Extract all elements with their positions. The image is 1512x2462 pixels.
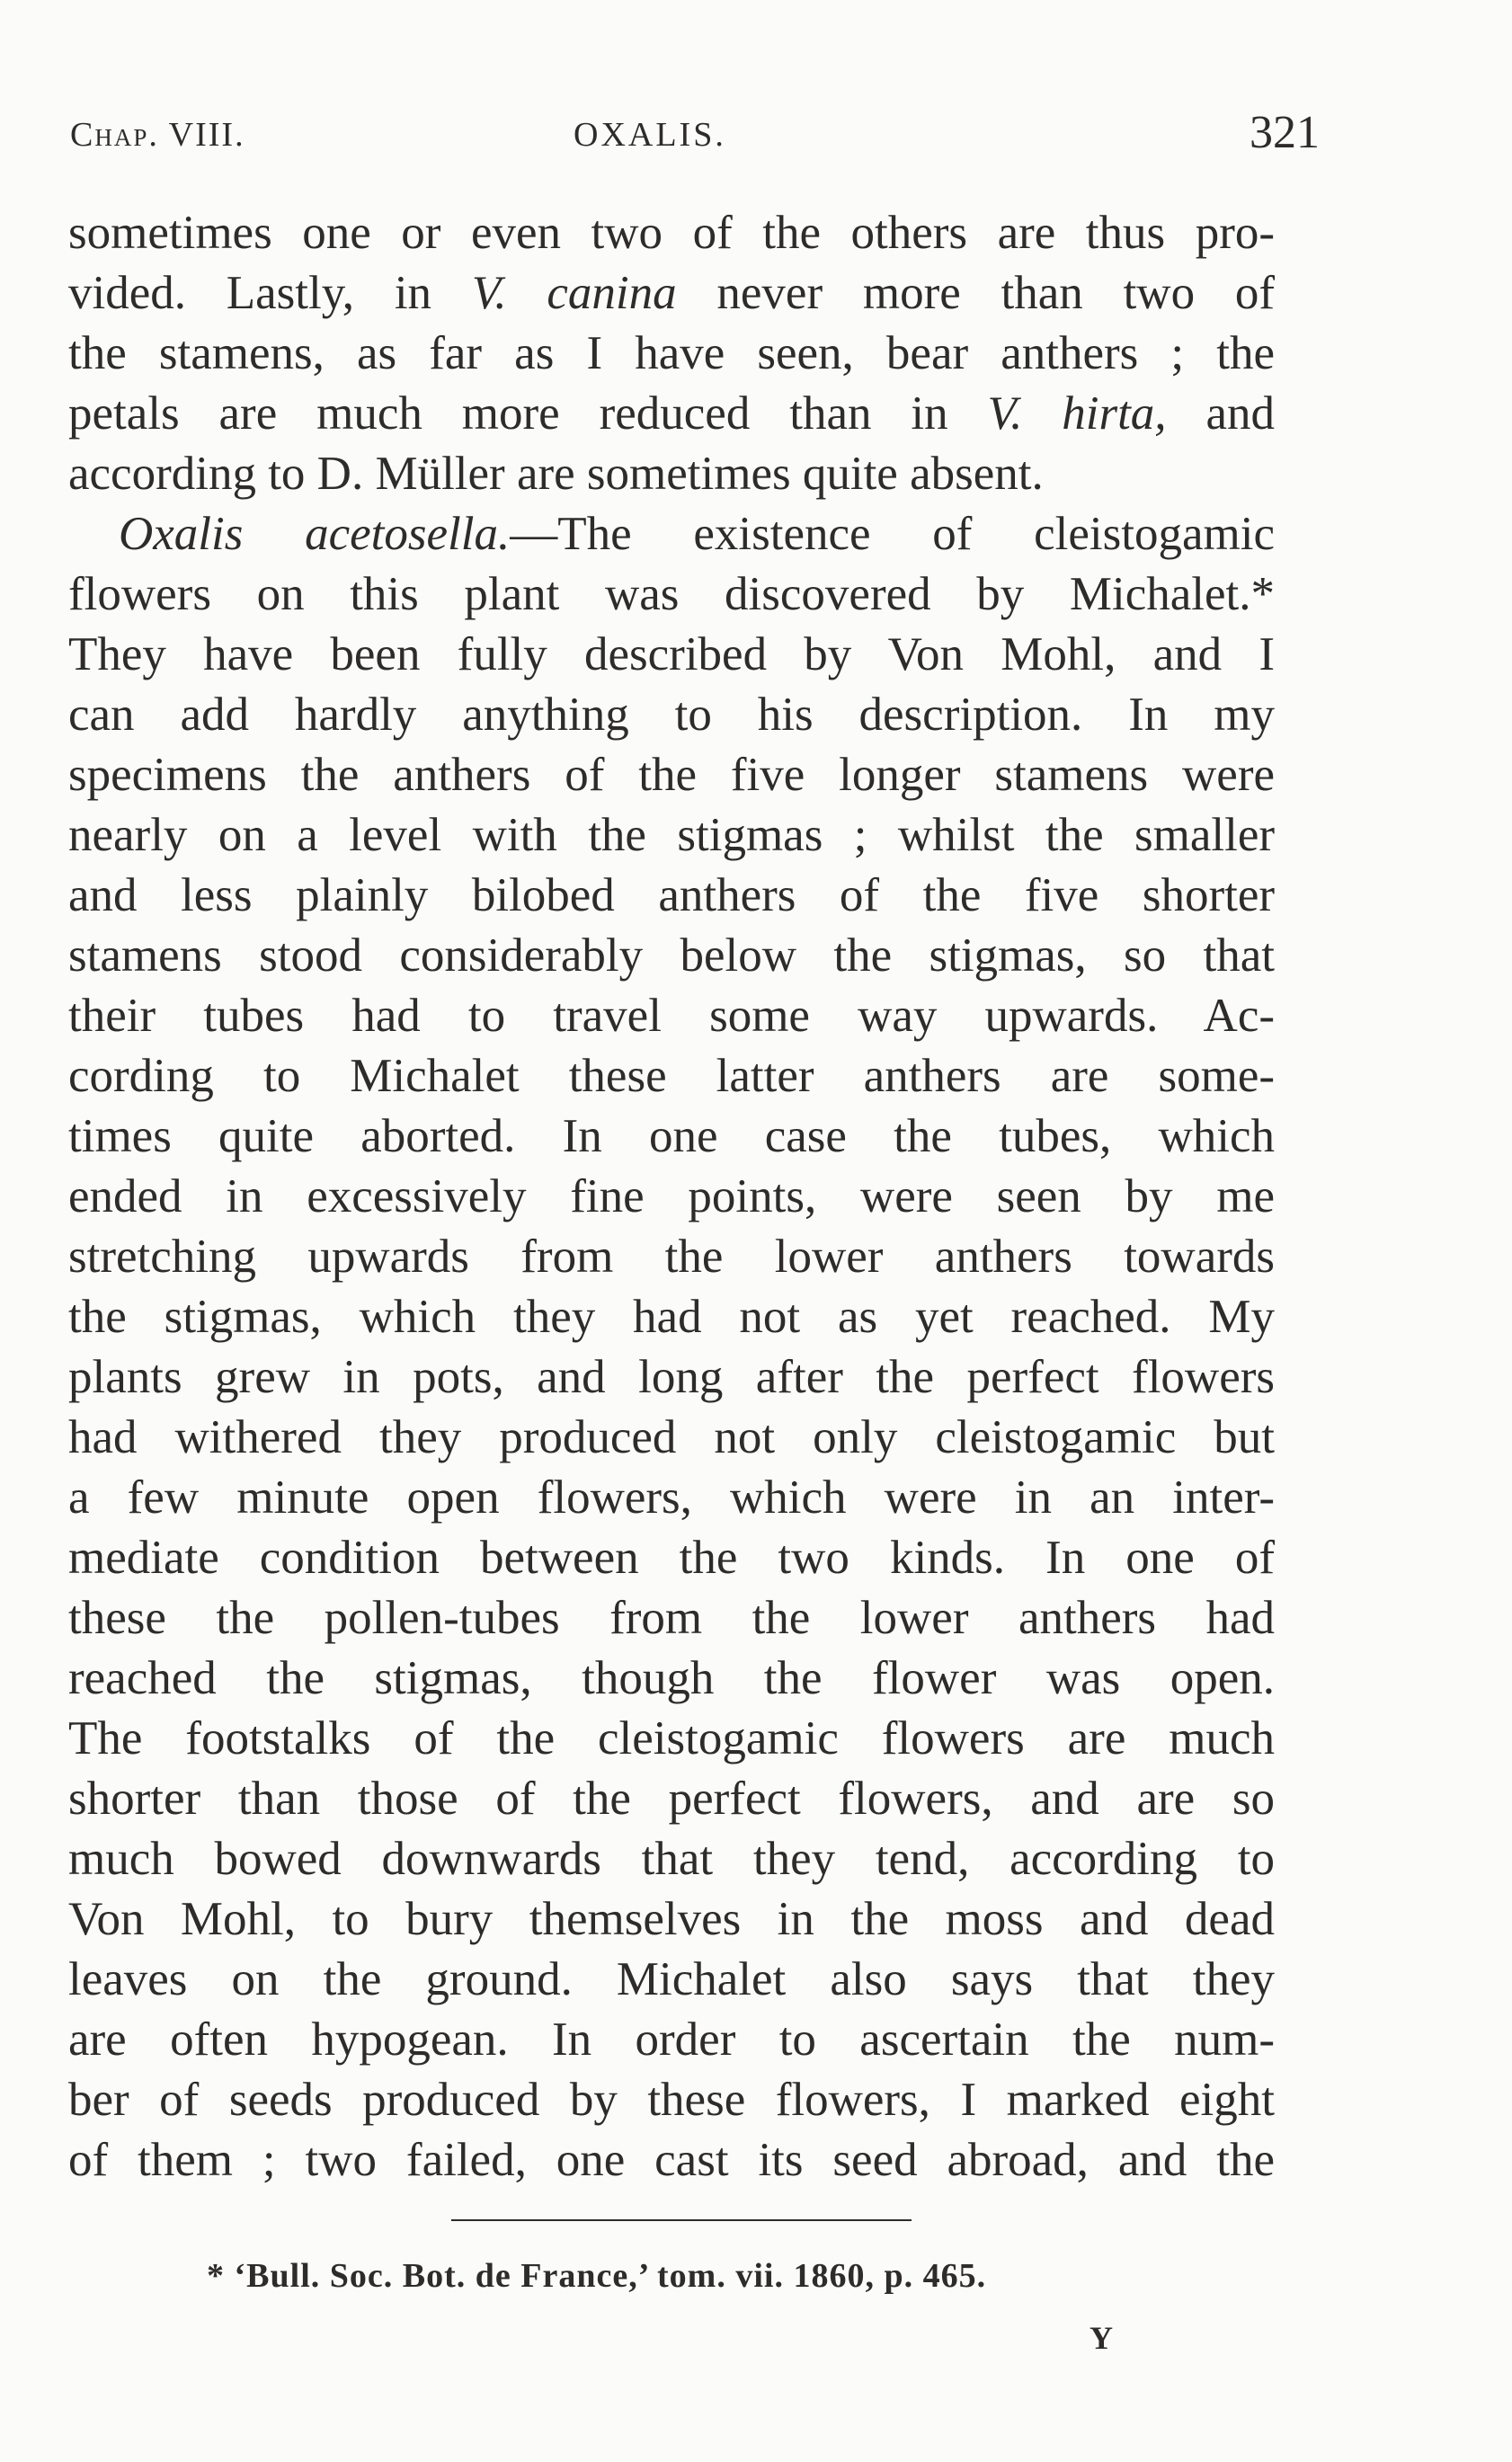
- text-line: and less plainly bilobed anthers of the five shorter: [68, 869, 1275, 921]
- text-line: the stigmas, which they had not as yet reached. My: [68, 1291, 1275, 1343]
- text-line: shorter than those of the perfect flowers, and are so: [68, 1773, 1275, 1825]
- text-line: ber of seeds produced by these flowers, I marked eight: [68, 2074, 1275, 2126]
- text-line: vided. Lastly, in V. canina never more than two of: [68, 267, 1275, 319]
- running-title: OXALIS.: [574, 116, 726, 154]
- text-line: Von Mohl, to bury themselves in the moss and dead: [68, 1893, 1275, 1945]
- text-line: nearly on a level with the stigmas ; whilst the smaller: [68, 809, 1275, 861]
- text-line: of them ; two failed, one cast its seed abroad, and the: [68, 2134, 1275, 2186]
- species-heading: Oxalis acetosella.: [119, 508, 511, 560]
- text-line: these the pollen-tubes from the lower anthers had: [68, 1592, 1275, 1644]
- text-line: times quite aborted. In one case the tubes, which: [68, 1110, 1275, 1162]
- text-line: sometimes one or even two of the others are thus pro-: [68, 207, 1275, 259]
- text-line: petals are much more reduced than in V. hirta, and: [68, 387, 1275, 440]
- text-line: specimens the anthers of the five longer stamens were: [68, 749, 1275, 801]
- footnote: * ‘Bull. Soc. Bot. de France,’ tom. vii. 1860, p. 465.: [207, 2257, 987, 2295]
- chapter-label: Chap. VIII.: [70, 116, 245, 154]
- text-line: can add hardly anything to his description. In my: [68, 689, 1275, 741]
- text-line: reached the stigmas, though the flower was open.: [68, 1652, 1275, 1704]
- text-line: The footstalks of the cleistogamic flowers are much: [68, 1712, 1275, 1764]
- species-name: V. canina: [471, 267, 677, 319]
- signature-mark: Y: [1090, 2320, 1113, 2356]
- text-line: stamens stood considerably below the stigmas, so that: [68, 929, 1275, 982]
- body-text: [68, 203, 1275, 2191]
- text-line: much bowed downwards that they tend, according to: [68, 1833, 1275, 1885]
- text-line: mediate condition between the two kinds. In one of: [68, 1532, 1275, 1584]
- text-line: had withered they produced not only cleistogamic but: [68, 1411, 1275, 1463]
- footnote-rule: [451, 2219, 912, 2221]
- species-name: V. hirta,: [987, 387, 1167, 440]
- text-line: according to D. Müller are sometimes quite absent.: [68, 448, 1044, 500]
- paragraph-start: Oxalis acetosella.—The existence of cleistogamic: [119, 508, 1275, 560]
- page-number: 321: [1250, 107, 1320, 158]
- text-line: are often hypogean. In order to ascertain the num-: [68, 2013, 1275, 2066]
- text-line: ended in excessively fine points, were seen by me: [68, 1170, 1275, 1222]
- text-line: cording to Michalet these latter anthers are some-: [68, 1050, 1275, 1102]
- text-line: a few minute open flowers, which were in an inter-: [68, 1471, 1275, 1524]
- text-line: flowers on this plant was discovered by Michalet.*: [68, 568, 1275, 620]
- text-line: the stamens, as far as I have seen, bear anthers ; the: [68, 327, 1275, 379]
- text-line: their tubes had to travel some way upwards. Ac-: [68, 990, 1275, 1042]
- text-line: plants grew in pots, and long after the perfect flowers: [68, 1351, 1275, 1403]
- text-line: They have been fully described by Von Mohl, and I: [68, 628, 1275, 680]
- text-line: leaves on the ground. Michalet also says that they: [68, 1953, 1275, 2005]
- text-line: stretching upwards from the lower anthers towards: [68, 1231, 1275, 1283]
- running-head: [70, 106, 1320, 160]
